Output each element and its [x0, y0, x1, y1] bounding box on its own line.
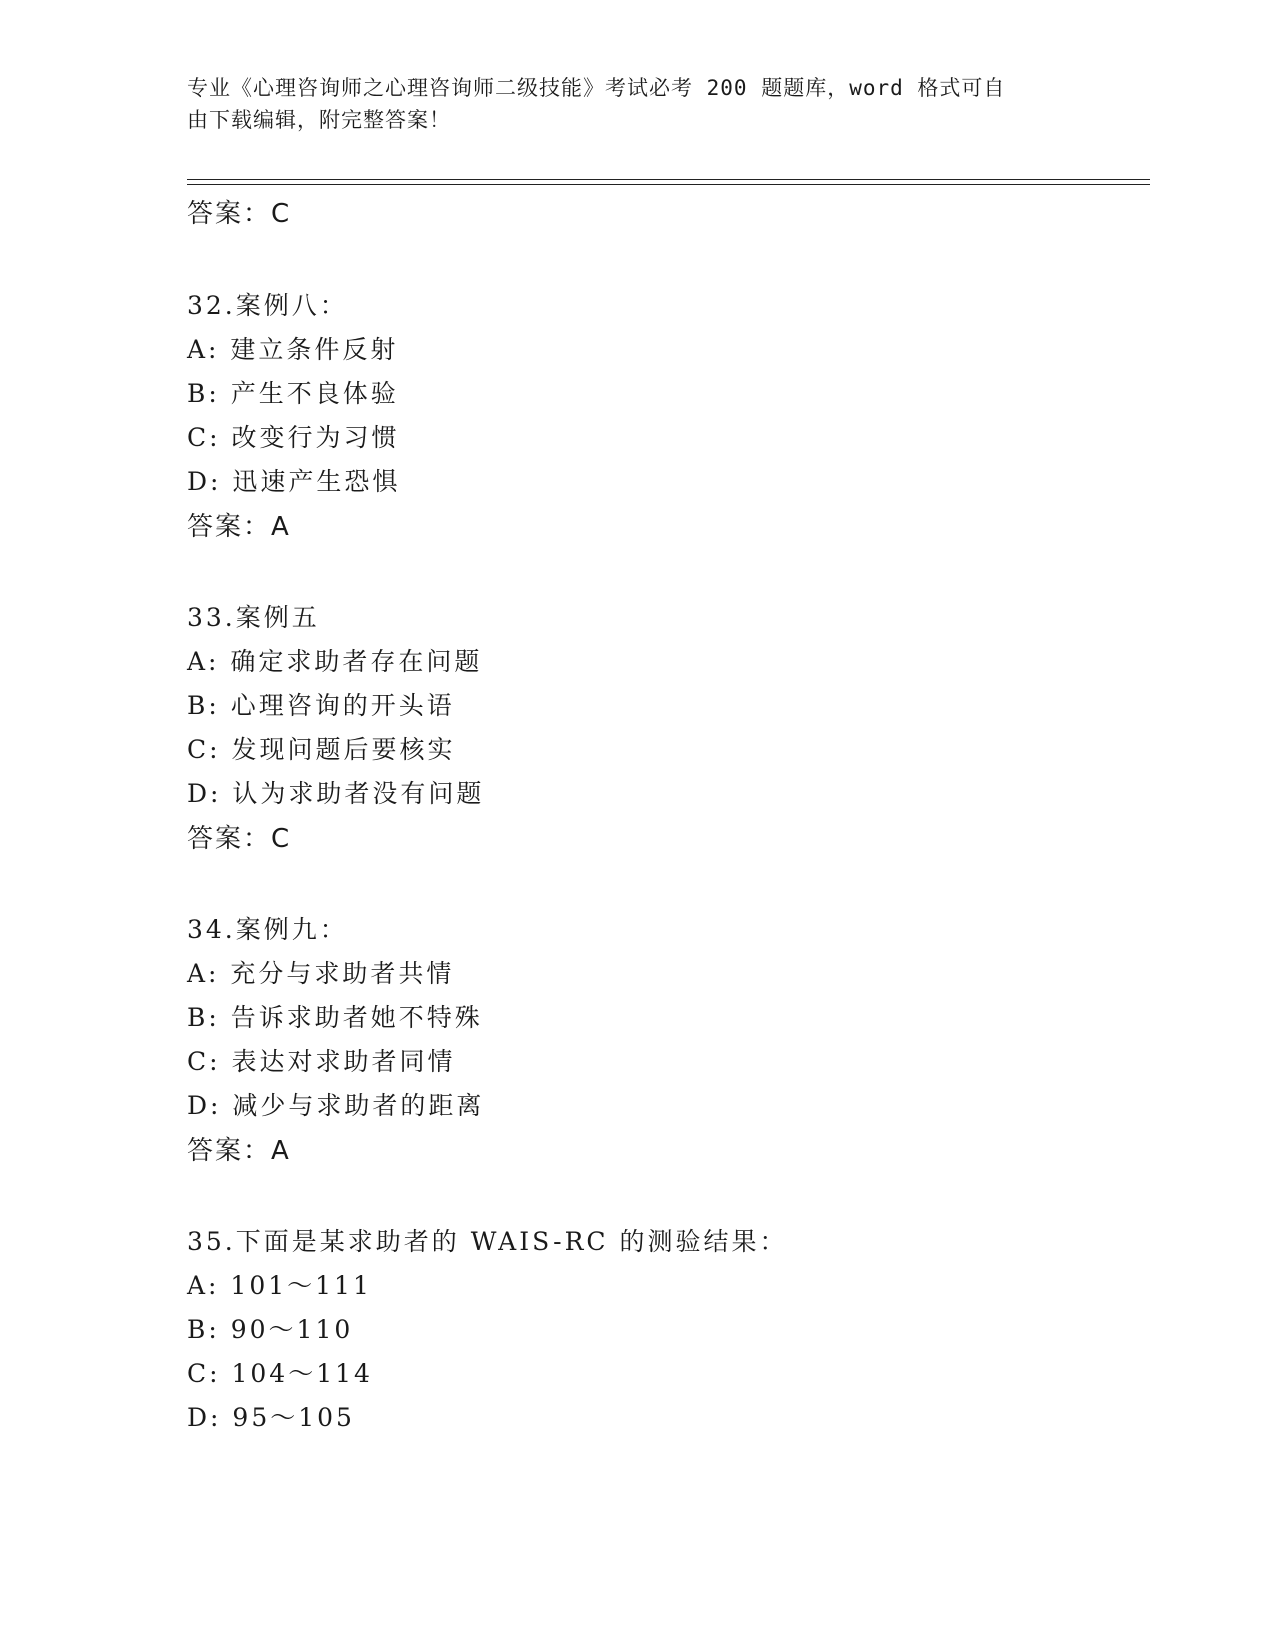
document-header — [187, 72, 1067, 136]
question-33-option-b: B: 心理咨询的开头语 — [187, 691, 455, 720]
header-line-1: 专业《心理咨询师之心理咨询师二级技能》考试必考 200 题题库，word 格式可自 — [187, 76, 1006, 100]
question-33-option-d: D: 认为求助者没有问题 — [187, 779, 485, 808]
question-32-title: 32.案例八： — [187, 291, 348, 320]
question-34-title: 34.案例九： — [187, 915, 348, 944]
question-34-option-b: B: 告诉求助者她不特殊 — [187, 1003, 483, 1032]
question-32-option-d: D: 迅速产生恐惧 — [187, 467, 401, 496]
question-32-option-a: A: 建立条件反射 — [187, 335, 399, 364]
question-34-answer: 答案：A — [187, 1136, 291, 1166]
question-35-option-c: C: 104～114 — [187, 1359, 373, 1388]
question-33-answer: 答案：C — [187, 824, 292, 854]
answer-top: 答案：C — [187, 199, 292, 229]
header-line-2: 由下载编辑，附完整答案！ — [187, 108, 451, 132]
question-33-option-c: C: 发现问题后要核实 — [187, 735, 456, 764]
header-divider-top — [187, 179, 1150, 180]
question-32-answer: 答案：A — [187, 512, 291, 542]
question-34-option-a: A: 充分与求助者共情 — [187, 959, 455, 988]
question-32-option-b: B: 产生不良体验 — [187, 379, 399, 408]
question-32-option-c: C: 改变行为习惯 — [187, 423, 400, 452]
question-34-option-d: D: 减少与求助者的距离 — [187, 1091, 485, 1120]
question-33-title: 33.案例五 — [187, 603, 320, 632]
header-divider-bottom — [187, 184, 1150, 185]
question-35-option-a: A: 101～111 — [187, 1271, 372, 1300]
question-35-title: 35.下面是某求助者的 WAIS-RC 的测验结果： — [187, 1227, 788, 1256]
question-35-option-b: B: 90～110 — [187, 1315, 354, 1344]
question-34-option-c: C: 表达对求助者同情 — [187, 1047, 456, 1076]
question-33-option-a: A: 确定求助者存在问题 — [187, 647, 483, 676]
question-35-option-d: D: 95～105 — [187, 1403, 355, 1432]
